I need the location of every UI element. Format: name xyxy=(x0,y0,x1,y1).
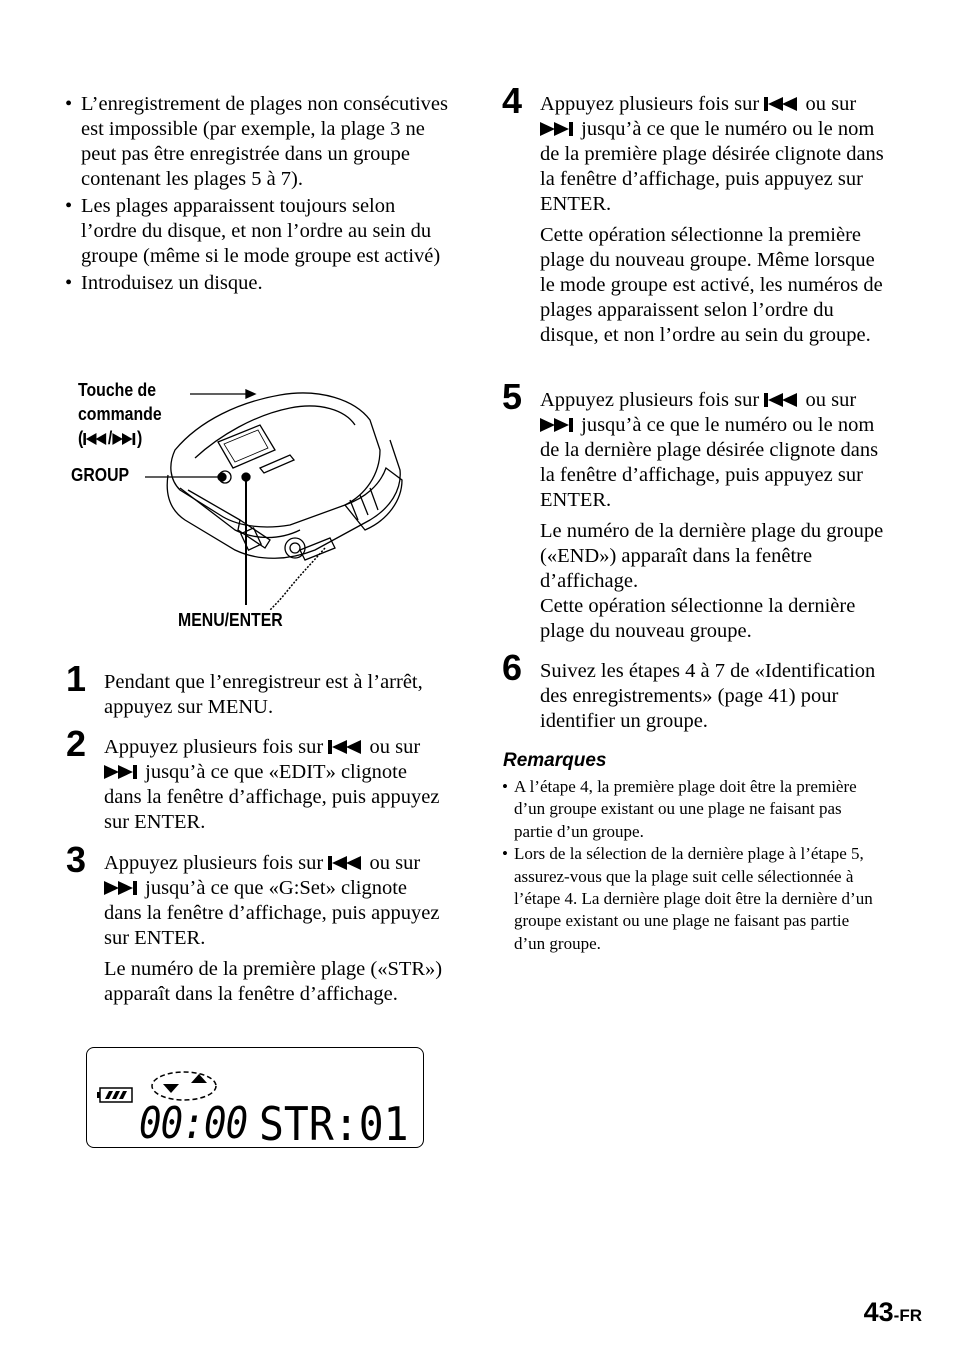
disc-icon xyxy=(152,1072,216,1100)
bullet-item: • Les plages apparaissent toujours selon l’ordre du disque, et non l’ordre au sein du groupe (même si le mode groupe est activé) xyxy=(65,195,441,267)
bullet-item: • L’enregistrement de plages non consécutives est impossible (par exemple, la plage 3 ne peut pas être enregistrée dans un groupe contenant les plages 5 à 7). xyxy=(65,93,448,190)
step-number: 6 xyxy=(502,647,523,688)
step-4-text: Appuyez plusieurs fois sur ou sur jusqu’à ce que le numéro ou le nom de la première plage désirée clignote dans la fenêtre d’affichage, puis appuyez sur ENTER. Cette opération sélectionne la première plage du nouveau groupe. Même lorsque le mode groupe est activé, les numéros de plages apparaissent selon l’ordre du disque, et non l’ordre au sein du groupe. xyxy=(540,93,884,346)
step-5-note-2: Cette opération sélectionne la dernière plage du nouveau groupe. xyxy=(540,595,856,642)
minidisc-device-illustration xyxy=(140,380,410,610)
remarques-heading: Remarques xyxy=(503,750,607,771)
step-4-note: Cette opération sélectionne la première plage du nouveau groupe. Même lorsque le mode groupe est activé, les numéros de plages apparaissent selon l’ordre du disque, et non l’ordre au sein du groupe. xyxy=(540,224,883,346)
battery-icon xyxy=(97,1088,132,1102)
lcd-text: STR:01 xyxy=(259,1097,409,1151)
next-track-icon xyxy=(540,417,576,433)
step-number: 2 xyxy=(66,723,87,764)
intro-bullet-list xyxy=(65,92,450,298)
step-3-note: Le numéro de la première plage («STR») apparaît dans la fenêtre d’affichage. xyxy=(104,958,443,1005)
step-6-text: Suivez les étapes 4 à 7 de «Identification des enregistrements» (page 41) pour identifier un groupe. xyxy=(540,660,876,732)
label-group: GROUP xyxy=(71,465,130,485)
page-number: 43-FR xyxy=(863,1297,922,1327)
label-touche-icons: ( / ) xyxy=(78,428,143,448)
lcd-display xyxy=(86,1047,424,1151)
next-track-icon xyxy=(112,432,137,446)
step-2-text: Appuyez plusieurs fois sur ou sur jusqu’à ce que «EDIT» clignote dans la fenêtre d’affichage, puis appuyez sur ENTER. xyxy=(104,736,440,833)
prev-track-icon xyxy=(328,739,364,755)
step-1-text: Pendant que l’enregistreur est à l’arrêt, appuyez sur MENU. xyxy=(104,671,423,718)
step-number: 1 xyxy=(66,658,87,699)
step-number: 3 xyxy=(66,839,87,880)
next-track-icon xyxy=(540,121,576,137)
remarques-list xyxy=(502,776,882,955)
step-number: 4 xyxy=(502,80,523,121)
bullet-item: • Introduisez un disque. xyxy=(65,272,263,294)
step-5-note-1: Le numéro de la dernière plage du groupe («END») apparaît dans la fenêtre d’affichage. xyxy=(540,520,884,592)
label-touche: Touche de commande ( / ) xyxy=(78,380,162,448)
lcd-time: 00:00 xyxy=(139,1098,248,1149)
step-3-text: Appuyez plusieurs fois sur ou sur jusqu’à ce que «G:Set» clignote dans la fenêtre d’affichage, puis appuyez sur ENTER. Le numéro de la première plage («STR») apparaît dans la fenêtre d’affichage. xyxy=(104,852,443,1005)
next-track-icon xyxy=(104,764,140,780)
prev-track-icon xyxy=(83,432,108,446)
prev-track-icon xyxy=(764,96,800,112)
step-5-text: Appuyez plusieurs fois sur ou sur jusqu’à ce que le numéro ou le nom de la dernière plage désirée clignote dans la fenêtre d’affichage, puis appuyez sur ENTER. Le numéro de la dernière plage du groupe («END») apparaît dans la fenêtre d’affichage. Cette opération sélectionne la dernière plage du nouveau groupe. xyxy=(540,389,884,642)
prev-track-icon xyxy=(328,855,364,871)
step-number: 5 xyxy=(502,376,523,417)
label-menu-enter: MENU/ENTER xyxy=(178,610,283,630)
remarque-item: • A l’étape 4, la première plage doit être la première d’un groupe existant ou une plage ne faisant pas partie d’un groupe. xyxy=(502,777,857,841)
next-track-icon xyxy=(104,880,140,896)
remarque-item: • Lors de la sélection de la dernière plage à l’étape 5, assurez-vous que la plage suit celle sélectionnée à l’étape 4. La dernière plage doit être la dernière d’un groupe existant ou une plage ne faisant pas partie d’un groupe. xyxy=(502,844,873,953)
prev-track-icon xyxy=(764,392,800,408)
